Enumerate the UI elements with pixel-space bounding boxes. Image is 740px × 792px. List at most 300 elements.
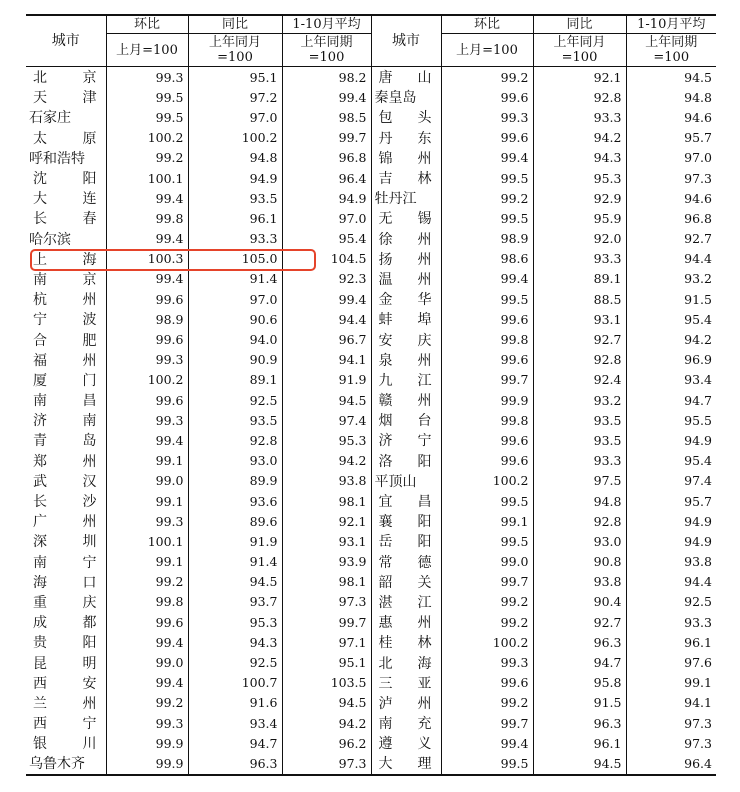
city-name-right bbox=[371, 269, 441, 289]
city-name-left bbox=[26, 208, 106, 228]
mom-left: 99.0 bbox=[106, 652, 188, 672]
header-avg-base-l1: 上年同期 bbox=[645, 35, 698, 50]
avg-left: 91.9 bbox=[282, 370, 371, 390]
avg-right: 94.6 bbox=[684, 109, 712, 125]
mom-left: 99.3 bbox=[106, 350, 188, 370]
header-avg-base-left bbox=[282, 34, 371, 67]
city-name-right bbox=[371, 148, 441, 168]
avg-right: 96.4 bbox=[626, 753, 716, 774]
yoy-left: 93.4 bbox=[188, 713, 282, 733]
mom-left: 99.4 bbox=[106, 632, 188, 652]
table-row bbox=[26, 148, 716, 168]
city-name-left bbox=[26, 128, 106, 148]
yoy-left: 89.6 bbox=[188, 511, 282, 531]
city-name-left bbox=[26, 552, 106, 572]
avg-left: 93.1 bbox=[282, 531, 371, 551]
table-row bbox=[26, 410, 716, 430]
header-avg-left: 1-10月平均 bbox=[282, 15, 371, 34]
yoy-right: 95.8 bbox=[533, 673, 626, 693]
table-row bbox=[26, 208, 716, 228]
mom-left: 99.2 bbox=[106, 148, 188, 168]
yoy-left: 100.7 bbox=[188, 673, 282, 693]
city-label: 济 宁 bbox=[378, 433, 432, 450]
mom-right: 99.6 bbox=[441, 350, 533, 370]
avg-left: 95.4 bbox=[282, 229, 371, 249]
city-label: 杭 州 bbox=[33, 292, 97, 309]
mom-left: 99.2 bbox=[106, 572, 188, 592]
city-name-right bbox=[371, 511, 441, 531]
table-row bbox=[26, 632, 716, 652]
yoy-right: 88.5 bbox=[533, 289, 626, 309]
city-label: 九 江 bbox=[378, 372, 432, 389]
mom-left: 99.6 bbox=[106, 289, 188, 309]
city-name-left bbox=[26, 370, 106, 390]
yoy-left: 89.1 bbox=[188, 370, 282, 390]
avg-right: 95.5 bbox=[684, 412, 712, 428]
table-row bbox=[26, 168, 716, 188]
city-name-right bbox=[371, 249, 441, 269]
city-label: 北 海 bbox=[378, 655, 432, 672]
avg-left: 94.1 bbox=[282, 350, 371, 370]
avg-right: 91.5 bbox=[684, 291, 712, 307]
avg-left: 99.4 bbox=[282, 87, 371, 107]
yoy-left: 94.0 bbox=[188, 329, 282, 349]
avg-left: 95.3 bbox=[282, 430, 371, 450]
yoy-left: 94.5 bbox=[188, 572, 282, 592]
mom-left: 99.5 bbox=[106, 107, 188, 127]
yoy-right: 92.7 bbox=[533, 329, 626, 349]
city-name-right bbox=[371, 693, 441, 713]
avg-right: 97.3 bbox=[684, 735, 712, 751]
avg-left: 92.1 bbox=[282, 511, 371, 531]
yoy-left: 97.0 bbox=[188, 107, 282, 127]
city-label: 宜 昌 bbox=[378, 494, 432, 511]
city-label: 西 安 bbox=[33, 675, 97, 692]
city-label: 广 州 bbox=[33, 514, 97, 531]
avg-right: 97.4 bbox=[684, 473, 712, 489]
mom-left: 100.2 bbox=[106, 370, 188, 390]
mom-left: 99.1 bbox=[106, 451, 188, 471]
mom-right: 98.6 bbox=[441, 249, 533, 269]
city-label: 合 肥 bbox=[33, 332, 97, 349]
mom-left: 99.6 bbox=[106, 390, 188, 410]
avg-right: 97.3 bbox=[684, 715, 712, 731]
yoy-left: 95.1 bbox=[188, 67, 282, 88]
city-name-left bbox=[26, 592, 106, 612]
avg-right: 94.8 bbox=[684, 89, 712, 105]
yoy-right: 94.2 bbox=[533, 128, 626, 148]
mom-left: 99.4 bbox=[106, 229, 188, 249]
table-row bbox=[26, 552, 716, 572]
city-label: 西 宁 bbox=[33, 716, 97, 733]
table-row bbox=[26, 733, 716, 753]
mom-right: 100.2 bbox=[441, 632, 533, 652]
yoy-right: 93.0 bbox=[533, 531, 626, 551]
yoy-right: 93.8 bbox=[533, 572, 626, 592]
avg-left: 98.1 bbox=[282, 491, 371, 511]
city-name-left bbox=[26, 289, 106, 309]
yoy-left: 94.7 bbox=[188, 733, 282, 753]
yoy-right: 92.8 bbox=[533, 87, 626, 107]
city-name-right bbox=[371, 491, 441, 511]
city-label: 南 昌 bbox=[33, 393, 97, 410]
header-mom-base-right: 上月=100 bbox=[441, 34, 533, 67]
city-name-left: 哈尔滨 bbox=[26, 229, 106, 249]
city-name-right bbox=[371, 309, 441, 329]
table-row bbox=[26, 229, 716, 249]
avg-right: 99.1 bbox=[684, 675, 712, 691]
mom-right: 99.6 bbox=[441, 673, 533, 693]
mom-left: 99.4 bbox=[106, 673, 188, 693]
city-name-left bbox=[26, 652, 106, 672]
yoy-right: 93.3 bbox=[533, 451, 626, 471]
city-label: 南 充 bbox=[378, 716, 432, 733]
yoy-right: 94.3 bbox=[533, 148, 626, 168]
yoy-right: 97.5 bbox=[533, 471, 626, 491]
table-row bbox=[26, 471, 716, 491]
mom-right: 99.5 bbox=[441, 491, 533, 511]
city-name-left bbox=[26, 612, 106, 632]
mom-right: 99.6 bbox=[441, 309, 533, 329]
city-name-left bbox=[26, 87, 106, 107]
avg-right: 96.9 bbox=[684, 352, 712, 368]
city-label: 常 德 bbox=[378, 554, 432, 571]
city-label: 唐 山 bbox=[378, 70, 432, 87]
avg-left: 94.5 bbox=[282, 693, 371, 713]
city-label: 郑 州 bbox=[33, 453, 97, 470]
city-name-right bbox=[371, 673, 441, 693]
yoy-right: 93.3 bbox=[533, 249, 626, 269]
city-label: 青 岛 bbox=[33, 433, 97, 450]
avg-right: 93.2 bbox=[684, 271, 712, 287]
mom-right: 99.2 bbox=[441, 592, 533, 612]
city-label: 蚌 埠 bbox=[378, 312, 432, 329]
city-label: 长 春 bbox=[33, 211, 97, 228]
mom-right: 99.4 bbox=[441, 148, 533, 168]
yoy-left: 91.4 bbox=[188, 269, 282, 289]
yoy-left: 92.8 bbox=[188, 430, 282, 450]
yoy-right: 95.9 bbox=[533, 208, 626, 228]
yoy-right: 93.2 bbox=[533, 390, 626, 410]
city-label: 厦 门 bbox=[33, 372, 97, 389]
yoy-right: 93.3 bbox=[533, 107, 626, 127]
city-name-right bbox=[371, 370, 441, 390]
table-row bbox=[26, 572, 716, 592]
city-name-right bbox=[371, 67, 441, 88]
city-label: 锦 州 bbox=[378, 150, 432, 167]
city-name-left bbox=[26, 572, 106, 592]
mom-left: 100.1 bbox=[106, 168, 188, 188]
yoy-left: 94.9 bbox=[188, 168, 282, 188]
city-label: 上 海 bbox=[33, 251, 97, 268]
mom-right: 99.5 bbox=[441, 168, 533, 188]
city-name-right: 秦皇岛 bbox=[371, 87, 441, 107]
city-name-left bbox=[26, 471, 106, 491]
city-name-left bbox=[26, 350, 106, 370]
mom-left: 99.8 bbox=[106, 592, 188, 612]
avg-right: 94.9 bbox=[684, 533, 712, 549]
avg-left: 97.1 bbox=[282, 632, 371, 652]
mom-right: 98.9 bbox=[441, 229, 533, 249]
avg-left: 94.2 bbox=[282, 451, 371, 471]
avg-right: 97.6 bbox=[684, 655, 712, 671]
yoy-right: 91.5 bbox=[533, 693, 626, 713]
city-label: 沈 阳 bbox=[33, 171, 97, 188]
city-label: 温 州 bbox=[378, 271, 432, 288]
header-avg-base-l1: 上年同期 bbox=[300, 35, 353, 50]
city-name-left bbox=[26, 188, 106, 208]
yoy-left: 91.4 bbox=[188, 552, 282, 572]
yoy-left: 94.3 bbox=[188, 632, 282, 652]
city-label: 银 川 bbox=[33, 736, 97, 753]
city-name-right: 牡丹江 bbox=[371, 188, 441, 208]
table-row bbox=[26, 693, 716, 713]
avg-right: 95.7 bbox=[684, 493, 712, 509]
table-row bbox=[26, 451, 716, 471]
avg-left: 96.8 bbox=[282, 148, 371, 168]
avg-left: 96.4 bbox=[282, 168, 371, 188]
city-label: 赣 州 bbox=[378, 393, 432, 410]
yoy-right: 89.1 bbox=[533, 269, 626, 289]
header-yoy-base-left bbox=[188, 34, 282, 67]
avg-right: 94.9 bbox=[684, 432, 712, 448]
mom-right: 99.5 bbox=[441, 753, 533, 774]
mom-right: 99.4 bbox=[441, 269, 533, 289]
city-name-left bbox=[26, 733, 106, 753]
avg-left: 97.0 bbox=[282, 208, 371, 228]
avg-right: 94.6 bbox=[684, 190, 712, 206]
yoy-right: 96.1 bbox=[533, 733, 626, 753]
price-index-table-wrapper bbox=[26, 14, 716, 776]
header-yoy-base-l2: =100 bbox=[217, 50, 253, 65]
mom-right: 99.2 bbox=[441, 612, 533, 632]
city-label: 大 连 bbox=[33, 191, 97, 208]
city-label: 福 州 bbox=[33, 352, 97, 369]
yoy-right: 93.5 bbox=[533, 430, 626, 450]
city-label: 三 亚 bbox=[378, 675, 432, 692]
city-label: 桂 林 bbox=[378, 635, 432, 652]
table-row bbox=[26, 652, 716, 672]
yoy-left: 93.7 bbox=[188, 592, 282, 612]
mom-right: 99.6 bbox=[441, 128, 533, 148]
header-mom-base-left: 上月=100 bbox=[106, 34, 188, 67]
yoy-left: 90.6 bbox=[188, 309, 282, 329]
avg-left: 93.8 bbox=[282, 471, 371, 491]
mom-right: 99.6 bbox=[441, 451, 533, 471]
avg-left: 98.2 bbox=[282, 67, 371, 88]
mom-right: 99.5 bbox=[441, 208, 533, 228]
yoy-left: 93.5 bbox=[188, 188, 282, 208]
table-row bbox=[26, 673, 716, 693]
mom-left: 99.3 bbox=[106, 511, 188, 531]
city-label: 泉 州 bbox=[378, 352, 432, 369]
avg-left: 94.2 bbox=[282, 713, 371, 733]
city-label: 扬 州 bbox=[378, 251, 432, 268]
yoy-left: 92.5 bbox=[188, 652, 282, 672]
mom-right: 99.2 bbox=[441, 693, 533, 713]
city-name-right bbox=[371, 430, 441, 450]
city-name-left bbox=[26, 390, 106, 410]
table-row bbox=[26, 753, 716, 774]
mom-left: 99.6 bbox=[106, 612, 188, 632]
avg-right: 94.9 bbox=[684, 513, 712, 529]
city-name-left: 石家庄 bbox=[26, 107, 106, 127]
yoy-right: 94.7 bbox=[533, 652, 626, 672]
table-row bbox=[26, 309, 716, 329]
city-label: 成 都 bbox=[33, 615, 97, 632]
mom-left: 99.4 bbox=[106, 269, 188, 289]
city-label: 重 庆 bbox=[33, 594, 97, 611]
city-name-left bbox=[26, 67, 106, 88]
city-name-left bbox=[26, 673, 106, 693]
yoy-left: 96.3 bbox=[188, 753, 282, 774]
yoy-right: 96.3 bbox=[533, 713, 626, 733]
yoy-right: 90.4 bbox=[533, 592, 626, 612]
table-row bbox=[26, 269, 716, 289]
mom-right: 99.7 bbox=[441, 572, 533, 592]
mom-left: 99.6 bbox=[106, 329, 188, 349]
city-name-left bbox=[26, 329, 106, 349]
avg-left: 99.4 bbox=[282, 289, 371, 309]
city-label: 湛 江 bbox=[378, 594, 432, 611]
mom-right: 100.2 bbox=[441, 471, 533, 491]
mom-right: 99.6 bbox=[441, 87, 533, 107]
city-name-right bbox=[371, 350, 441, 370]
city-name-right bbox=[371, 208, 441, 228]
mom-right: 99.8 bbox=[441, 410, 533, 430]
city-label: 太 原 bbox=[33, 130, 97, 147]
avg-right: 97.3 bbox=[684, 170, 712, 186]
header-avg-base-l2: =100 bbox=[653, 50, 690, 65]
yoy-right: 94.5 bbox=[533, 753, 626, 774]
yoy-right: 92.8 bbox=[533, 511, 626, 531]
city-label: 金 华 bbox=[378, 292, 432, 309]
avg-right: 95.4 bbox=[684, 311, 712, 327]
city-name-right bbox=[371, 612, 441, 632]
table-row bbox=[26, 612, 716, 632]
city-name-right bbox=[371, 531, 441, 551]
table-row bbox=[26, 592, 716, 612]
city-label: 烟 台 bbox=[378, 413, 432, 430]
avg-right: 94.4 bbox=[684, 251, 712, 267]
city-label: 武 汉 bbox=[33, 473, 97, 490]
table-row bbox=[26, 329, 716, 349]
table-row bbox=[26, 289, 716, 309]
city-label: 深 圳 bbox=[33, 534, 97, 551]
avg-right: 96.8 bbox=[684, 210, 712, 226]
table-header bbox=[26, 15, 716, 67]
yoy-right: 92.1 bbox=[533, 67, 626, 88]
city-label: 兰 州 bbox=[33, 695, 97, 712]
mom-right: 99.1 bbox=[441, 511, 533, 531]
yoy-right: 94.8 bbox=[533, 491, 626, 511]
city-name-left bbox=[26, 693, 106, 713]
table-row bbox=[26, 531, 716, 551]
yoy-left: 93.3 bbox=[188, 229, 282, 249]
table-row bbox=[26, 107, 716, 127]
header-city-right: 城市 bbox=[371, 15, 441, 67]
avg-right: 94.2 bbox=[684, 332, 712, 348]
mom-left: 99.4 bbox=[106, 430, 188, 450]
avg-right: 92.7 bbox=[684, 231, 712, 247]
yoy-right: 92.4 bbox=[533, 370, 626, 390]
city-label: 岳 阳 bbox=[378, 534, 432, 551]
city-name-left bbox=[26, 491, 106, 511]
header-avg-right: 1-10月平均 bbox=[626, 15, 716, 34]
table-row bbox=[26, 87, 716, 107]
yoy-right: 93.1 bbox=[533, 309, 626, 329]
city-name-left: 乌鲁木齐 bbox=[26, 753, 106, 774]
avg-left: 95.1 bbox=[282, 652, 371, 672]
city-name-left bbox=[26, 269, 106, 289]
avg-left: 94.4 bbox=[282, 309, 371, 329]
avg-right: 94.4 bbox=[684, 574, 712, 590]
city-label: 丹 东 bbox=[378, 130, 432, 147]
city-label: 南 京 bbox=[33, 271, 97, 288]
mom-right: 99.7 bbox=[441, 370, 533, 390]
mom-right: 99.2 bbox=[441, 67, 533, 88]
city-name-left bbox=[26, 632, 106, 652]
yoy-left: 90.9 bbox=[188, 350, 282, 370]
city-label: 徐 州 bbox=[378, 231, 432, 248]
mom-left: 99.4 bbox=[106, 188, 188, 208]
yoy-right: 92.8 bbox=[533, 350, 626, 370]
avg-left: 97.4 bbox=[282, 410, 371, 430]
city-name-right bbox=[371, 753, 441, 774]
yoy-left: 91.6 bbox=[188, 693, 282, 713]
city-label: 韶 关 bbox=[378, 574, 432, 591]
mom-right: 99.0 bbox=[441, 552, 533, 572]
avg-left: 94.5 bbox=[282, 390, 371, 410]
avg-left: 98.5 bbox=[282, 107, 371, 127]
yoy-right: 96.3 bbox=[533, 632, 626, 652]
table-row bbox=[26, 249, 716, 269]
avg-left: 97.3 bbox=[282, 753, 371, 774]
yoy-left: 94.8 bbox=[188, 148, 282, 168]
city-name-right: 平顶山 bbox=[371, 471, 441, 491]
avg-right: 92.5 bbox=[684, 594, 712, 610]
mom-left: 99.9 bbox=[106, 733, 188, 753]
mom-left: 100.2 bbox=[106, 128, 188, 148]
header-yoy-base-l2: =100 bbox=[561, 50, 598, 65]
avg-left: 99.7 bbox=[282, 612, 371, 632]
avg-right: 96.1 bbox=[684, 634, 712, 650]
yoy-left: 105.0 bbox=[188, 249, 282, 269]
avg-right: 94.1 bbox=[684, 695, 712, 711]
avg-left: 98.1 bbox=[282, 572, 371, 592]
mom-left: 99.5 bbox=[106, 87, 188, 107]
yoy-left: 95.3 bbox=[188, 612, 282, 632]
city-label: 安 庆 bbox=[378, 332, 432, 349]
yoy-right: 92.9 bbox=[533, 188, 626, 208]
header-mom-left: 环比 bbox=[106, 15, 188, 34]
avg-left: 99.7 bbox=[282, 128, 371, 148]
yoy-right: 90.8 bbox=[533, 552, 626, 572]
mom-right: 99.3 bbox=[441, 107, 533, 127]
city-name-left bbox=[26, 713, 106, 733]
city-name-left bbox=[26, 249, 106, 269]
mom-left: 99.8 bbox=[106, 208, 188, 228]
city-name-right bbox=[371, 329, 441, 349]
avg-right: 97.0 bbox=[684, 150, 712, 166]
mom-right: 99.9 bbox=[441, 390, 533, 410]
city-name-left bbox=[26, 451, 106, 471]
city-name-right bbox=[371, 632, 441, 652]
yoy-left: 100.2 bbox=[188, 128, 282, 148]
city-name-right bbox=[371, 289, 441, 309]
header-city-left: 城市 bbox=[26, 15, 106, 67]
table-row bbox=[26, 128, 716, 148]
